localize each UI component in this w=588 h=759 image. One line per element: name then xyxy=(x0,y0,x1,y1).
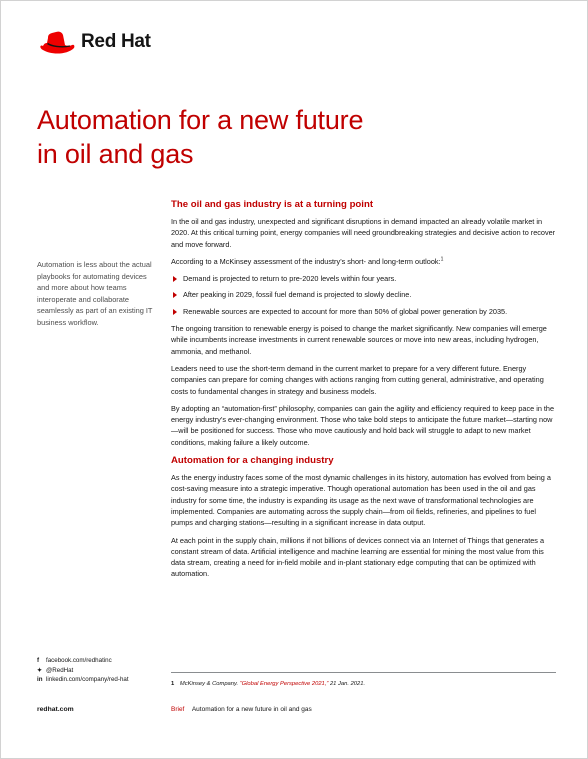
social-link-facebook[interactable] xyxy=(37,656,129,666)
list-item-text: After peaking in 2029, fossil fuel demand is projected to slowly decline. xyxy=(183,290,412,300)
linkedin-icon: in xyxy=(37,676,43,683)
brief-label: Brief xyxy=(171,706,185,713)
social-link-text: linkedin.com/company/red-hat xyxy=(46,676,129,683)
section-heading-turning-point: The oil and gas industry is at a turning point xyxy=(171,199,374,210)
main-column xyxy=(171,198,556,586)
footnote-number: 1 xyxy=(171,681,175,687)
social-link-text: @RedHat xyxy=(46,666,74,674)
bullet-arrow-icon xyxy=(173,309,177,315)
list-item-text: Renewable sources are expected to account for more than 50% of global power generation by 2035. xyxy=(183,306,508,316)
paragraph: Leaders need to use the short-term demand in the current market to prepare for a very different future. Energy companies can prepare for coming changes with actions ranging from cutting general, administrative, and operating costs to fundamental changes in strategy and business models. xyxy=(171,363,544,396)
facebook-icon: f xyxy=(37,657,40,664)
bullet-arrow-icon xyxy=(173,292,177,298)
paragraph: In the oil and gas industry, unexpected and significant disruptions in demand impacted an already volatile market in 2020. At this critical turning point, energy companies will need groundbreaking strategies and decisive action to recover and move forward. xyxy=(171,217,556,249)
red-hat-logo[interactable] xyxy=(37,29,151,55)
section-heading-changing-industry: Automation for a changing industry xyxy=(171,455,334,467)
bullet-arrow-icon xyxy=(173,276,177,282)
footnote xyxy=(171,672,556,688)
footnote-source: McKinsey & Company. xyxy=(179,681,239,687)
title-line-2: in oil and gas xyxy=(37,139,194,169)
list-item xyxy=(171,273,556,284)
list-item-text: Demand is projected to return to pre-2020 levels within four years. xyxy=(183,274,397,284)
sidebar-pull-quote: Automation is less about the actual playbooks for automating devices and more about how teams interoperate and collaborate seamlessly as part of an existing IT business workflow. xyxy=(37,260,153,327)
paragraph: By adopting an “automation-first” philosophy, companies can gain the agility and efficiency required to keep pace in the energy industry’s ever-changing environment. Those who take bold steps to anticipate the future market—starting now—will be positioned for success. Those who move cautiously and hold back will struggle to adapt to new market conditions, making failure a likely outcome. xyxy=(171,403,555,447)
page-title xyxy=(37,103,457,171)
red-hat-fedora-icon xyxy=(37,29,77,55)
footnote-date: 21 Jan. 2021. xyxy=(329,681,366,687)
paragraph-text: According to a McKinsey assessment of the industry’s short- and long-term outlook: xyxy=(171,256,441,266)
paragraph: The ongoing transition to renewable energy is poised to change the market significantly. New companies will emerge while incumbents increase investments in current renewable sources or move into new areas, including hydrogen, ammonia, and methanol. xyxy=(171,324,547,356)
footer-doc-title: Automation for a new future in oil and gas xyxy=(191,706,312,713)
footer-website-link[interactable]: redhat.com xyxy=(37,706,74,713)
social-link-twitter[interactable] xyxy=(37,666,129,676)
footnote-ref[interactable]: 1 xyxy=(440,256,444,263)
social-links xyxy=(37,656,129,685)
footer-doc-label xyxy=(171,706,312,713)
social-link-linkedin[interactable] xyxy=(37,675,129,685)
list-item xyxy=(171,306,556,317)
footnote-link[interactable]: “Global Energy Perspective 2021,” xyxy=(239,681,329,687)
title-line-1: Automation for a new future xyxy=(37,105,364,135)
social-link-text: facebook.com/redhatinc xyxy=(46,657,112,664)
list-item xyxy=(171,289,556,300)
paragraph: At each point in the supply chain, millions if not billions of devices connect via an Internet of Things that generates a constant stream of data. Artificial intelligence and machine learning are essential for mining the most value from this data stream, creating a need for in-field mobile and in-plant stationary edge computing that can be optimized with automation. xyxy=(171,535,545,579)
brand-name: Red Hat xyxy=(81,31,151,52)
twitter-icon: ✦ xyxy=(37,666,43,674)
paragraph: As the energy industry faces some of the most dynamic challenges in its history, automation has evolved from being a cost-saving measure into a strategic imperative. Though operational automation has been used in the oil and gas industry for some time, the industry is expanding its usage as the next wave of transformational technologies are implemented. Companies are automating across the supply chain—from oil fields, refineries, and pipelines to fuel pumps and charging stations—resulting in a significant increase in data output. xyxy=(171,473,551,528)
paragraph-with-footnote xyxy=(171,256,556,267)
bullet-list xyxy=(171,273,556,317)
